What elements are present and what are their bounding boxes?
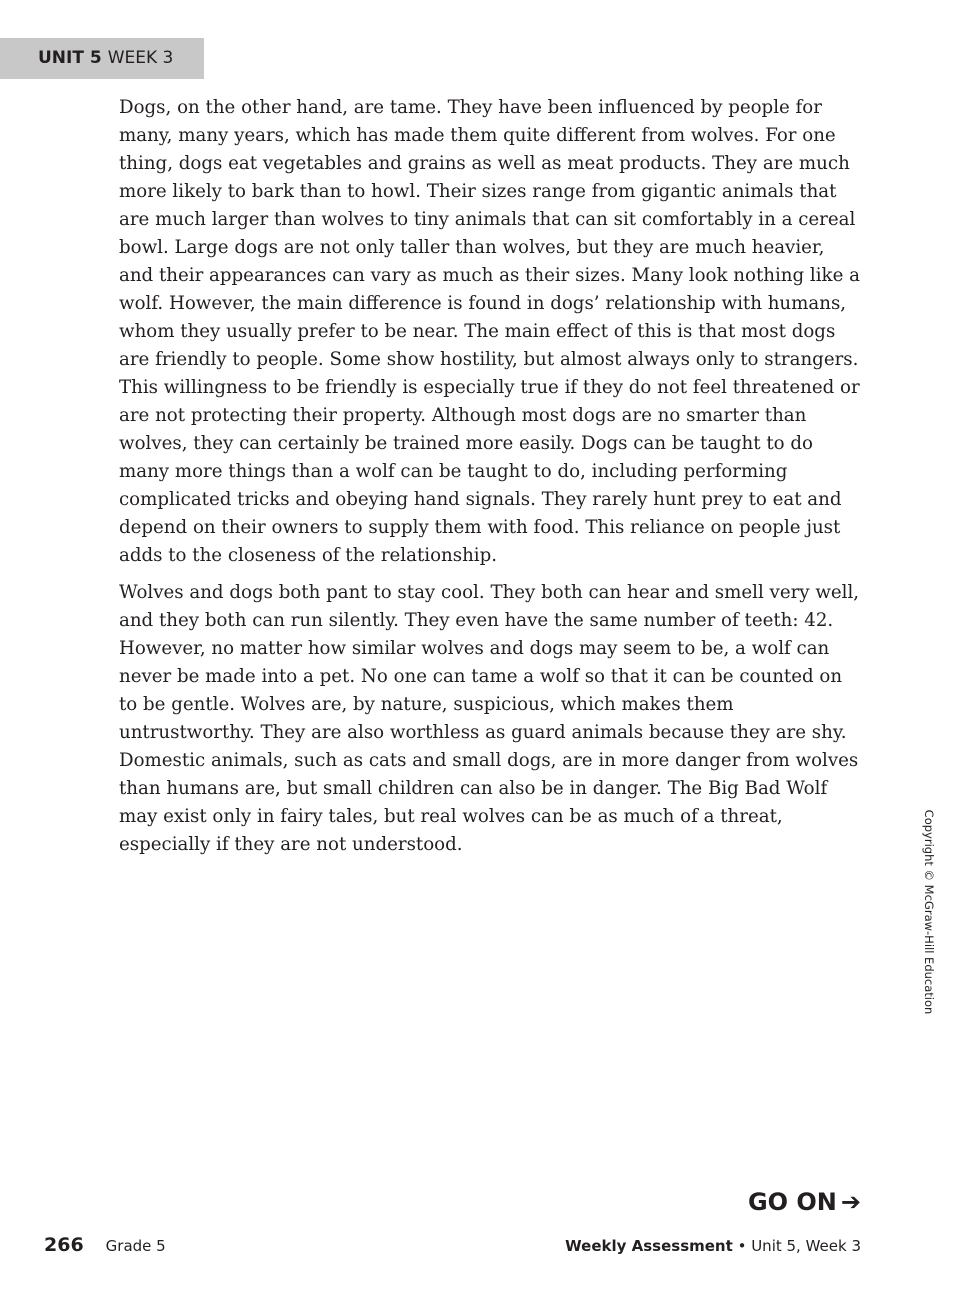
unit-week-label: Unit 5, Week 3 [751,1237,861,1255]
grade-label: Grade 5 [105,1237,166,1255]
footer-right [565,1237,861,1255]
page-number: 266 [44,1234,84,1256]
go-on-indicator [748,1188,861,1216]
week-label: WEEK 3 [107,48,174,68]
footer-left [44,1234,166,1256]
unit-label: UNIT 5 [38,48,102,68]
go-on-label: GO ON [747,1188,837,1216]
right-arrow-icon: ➔ [840,1188,861,1216]
paragraph-wolves-and-dogs: Wolves and dogs both pant to stay cool. They both can hear and smell very well, and they both can run silently. They even have the same number of teeth: 42. However, no matter how similar wolves and dogs may seem to be, a wolf can never be made into a pet. No one can tame a wolf so that it can be counted on to be gentle. Wolves are, by nature, suspicious, which makes them untrustworthy. They are also worthless as guard animals because they are shy. Domestic animals, such as cats and small dogs, are in more danger from wolves than humans are, but small children can also be in danger. The Big Bad Wolf may exist only in fairy tales, but real wolves can be as much of a threat, especially if they are not understood. [119,582,860,855]
paragraph-dogs: Dogs, on the other hand, are tame. They have been influenced by people for many, many years, which has made them quite different from wolves. For one thing, dogs eat vegetables and grains as well as meat products. They are much more likely to bark than to howl. Their sizes range from gigantic animals that are much larger than wolves to tiny animals that can sit comfortably in a cereal bowl. Large dogs are not only taller than wolves, but they are much heavier, and their appearances can vary as much as their sizes. Many look nothing like a wolf. However, the main difference is found in dogs’ relationship with humans, whom they usually prefer to be near. The main effect of this is that most dogs are friendly to people. Some show hostility, but almost always only to strangers. This willingness to be friendly is especially true if they do not feel threatened or are not protecting their property. Although most dogs are no smarter than wolves, they can certainly be trained more easily. Dogs can be taught to do many more things than a wolf can be taught to do, including performing complicated tricks and obeying hand signals. They rarely hunt prey to eat and depend on their owners to supply them with food. This reliance on people just adds to the closeness of the relationship. [119,97,860,566]
footer-separator: • [737,1237,747,1255]
copyright-text: Copyright © McGraw-Hill Education [922,809,936,1015]
unit-week-tab [0,38,204,79]
assessment-title: Weekly Assessment [565,1237,733,1255]
reading-passage [119,94,864,868]
